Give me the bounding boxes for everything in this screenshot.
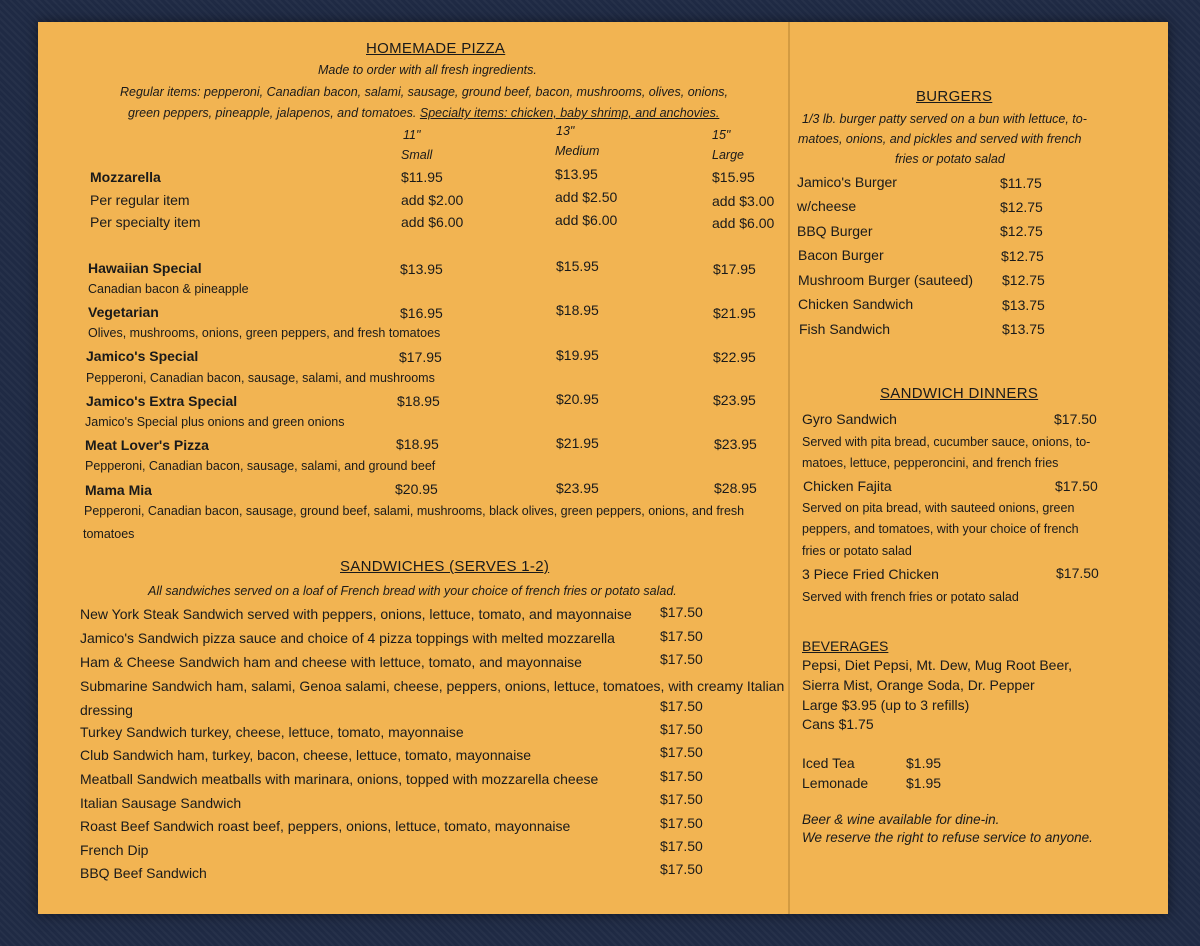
sandwich-price: $17.50 xyxy=(660,698,703,714)
sandwich-item: BBQ Beef Sandwich xyxy=(80,865,207,881)
pizza-subtitle: Made to order with all fresh ingredients. xyxy=(318,63,537,77)
pizza-base-price: add $6.00 xyxy=(555,212,618,228)
burger-name: Chicken Sandwich xyxy=(798,296,914,312)
burger-price: $11.75 xyxy=(1000,175,1042,191)
sandwich-item-cont: dressing xyxy=(80,702,133,718)
burgers-desc-2: matoes, onions, and pickles and served with french xyxy=(798,132,1082,146)
burger-name: w/cheese xyxy=(797,198,857,214)
sandwich-price: $17.50 xyxy=(660,815,703,831)
special-desc: Olives, mushrooms, onions, green peppers, and fresh tomatoes xyxy=(88,326,441,340)
special-desc-cont: tomatoes xyxy=(83,527,135,541)
sandwich-price: $17.50 xyxy=(660,721,703,737)
special-price: $18.95 xyxy=(556,302,599,318)
pizza-base-price: $11.95 xyxy=(401,169,443,185)
special-name: Hawaiian Special xyxy=(88,260,202,276)
beverages-line: Cans $1.75 xyxy=(802,716,874,732)
pizza-base-price: add $2.50 xyxy=(555,189,618,205)
pizza-regular-items-1: Regular items: pepperoni, Canadian bacon, salami, sausage, ground beef, bacon, mushrooms, olives, onions, xyxy=(120,85,728,99)
pizza-regular-items-2-text: green peppers, pineapple, jalapenos, and tomatoes. xyxy=(128,106,417,120)
dinner-name: Gyro Sandwich xyxy=(802,411,897,427)
sandwich-price: $17.50 xyxy=(660,604,703,620)
beverages-line: Large $3.95 (up to 3 refills) xyxy=(802,697,970,713)
dinner-desc: Served with pita bread, cucumber sauce, onions, to- xyxy=(802,435,1091,449)
special-desc: Canadian bacon & pineapple xyxy=(88,282,249,296)
size-small-inch: 11" xyxy=(403,128,421,142)
special-name: Jamico's Extra Special xyxy=(86,393,238,409)
special-price: $23.95 xyxy=(714,436,757,452)
special-price: $15.95 xyxy=(556,258,599,274)
burger-price: $13.75 xyxy=(1002,321,1045,337)
special-price: $13.95 xyxy=(400,261,443,277)
dinner-desc: fries or potato salad xyxy=(802,544,912,558)
special-price: $20.95 xyxy=(556,391,599,407)
beverage-price: $1.95 xyxy=(906,755,942,771)
sandwich-price: $17.50 xyxy=(660,791,703,807)
size-large-inch: 15" xyxy=(712,128,731,142)
special-desc: Pepperoni, Canadian bacon, sausage, ground beef, salami, mushrooms, black olives, green peppers, onions, and fresh xyxy=(84,504,745,518)
pizza-base-name: Per regular item xyxy=(90,192,190,208)
dinner-price: $17.50 xyxy=(1055,478,1098,494)
pizza-base-price: add $3.00 xyxy=(712,193,775,209)
sandwich-item: Club Sandwich ham, turkey, bacon, cheese, lettuce, tomato, mayonnaise xyxy=(80,747,532,763)
pizza-title: HOMEMADE PIZZA xyxy=(366,40,506,57)
beverages-line: Pepsi, Diet Pepsi, Mt. Dew, Mug Root Beer, xyxy=(802,657,1073,673)
special-price: $17.95 xyxy=(713,261,756,277)
pizza-base-price: $13.95 xyxy=(555,166,598,182)
special-name: Mama Mia xyxy=(85,482,152,498)
special-price: $21.95 xyxy=(713,305,756,321)
beverage-name: Lemonade xyxy=(802,775,869,791)
special-price: $23.95 xyxy=(713,392,756,408)
sandwich-item: Meatball Sandwich meatballs with marinara, onions, topped with mozzarella cheese xyxy=(80,771,599,787)
sandwich-price: $17.50 xyxy=(660,838,703,854)
sandwich-item: Submarine Sandwich ham, salami, Genoa salami, cheese, peppers, onions, lettuce, tomatoes, with creamy Italian xyxy=(80,678,785,694)
size-large-name: Large xyxy=(712,148,744,162)
beverage-name: Iced Tea xyxy=(802,755,855,771)
burger-price: $13.75 xyxy=(1002,297,1045,313)
special-desc: Pepperoni, Canadian bacon, sausage, salami, and ground beef xyxy=(85,459,436,473)
pizza-base-price: $15.95 xyxy=(712,169,755,185)
special-price: $19.95 xyxy=(556,347,599,363)
burger-name: Fish Sandwich xyxy=(799,321,891,337)
pizza-base-name: Per specialty item xyxy=(90,214,201,230)
size-medium-name: Medium xyxy=(555,144,600,158)
pizza-base-price: add $2.00 xyxy=(401,192,464,208)
special-price: $22.95 xyxy=(713,349,756,365)
pizza-base-price: add $6.00 xyxy=(712,215,775,231)
burger-name: Bacon Burger xyxy=(798,247,884,263)
sandwich-item: French Dip xyxy=(80,842,149,858)
paper-fold xyxy=(788,22,790,914)
burger-price: $12.75 xyxy=(1000,223,1043,239)
dinner-price: $17.50 xyxy=(1054,411,1097,427)
special-price: $18.95 xyxy=(397,393,440,409)
beer-wine-note: Beer & wine available for dine-in. xyxy=(802,812,1000,827)
special-price: $18.95 xyxy=(396,436,439,452)
burger-price: $12.75 xyxy=(1000,199,1043,215)
pizza-base-name: Mozzarella xyxy=(90,169,161,185)
sandwich-item: Turkey Sandwich turkey, cheese, lettuce, tomato, mayonnaise xyxy=(80,724,464,740)
dinner-price: $17.50 xyxy=(1056,565,1099,581)
sandwich-item: Italian Sausage Sandwich xyxy=(80,795,242,811)
sandwich-price: $17.50 xyxy=(660,768,703,784)
sandwich-item: Ham & Cheese Sandwich ham and cheese with lettuce, tomato, and mayonnaise xyxy=(80,654,582,670)
special-price: $21.95 xyxy=(556,435,599,451)
sandwich-price: $17.50 xyxy=(660,651,703,667)
sandwich-price: $17.50 xyxy=(660,744,703,760)
beverages-title: BEVERAGES xyxy=(802,638,889,654)
special-name: Vegetarian xyxy=(88,304,159,320)
size-medium-inch: 13" xyxy=(556,124,575,138)
special-price: $16.95 xyxy=(400,305,443,321)
burger-name: BBQ Burger xyxy=(797,223,873,239)
sandwich-item: New York Steak Sandwich served with peppers, onions, lettuce, tomato, and mayonnaise xyxy=(80,606,632,622)
special-name: Jamico's Special xyxy=(86,348,199,364)
burgers-title: BURGERS xyxy=(916,88,993,105)
special-price: $28.95 xyxy=(714,480,757,496)
special-price: $23.95 xyxy=(556,480,599,496)
beverage-price: $1.95 xyxy=(906,775,942,791)
burger-price: $12.75 xyxy=(1002,272,1045,288)
sandwich-item: Roast Beef Sandwich roast beef, peppers, onions, lettuce, tomato, mayonnaise xyxy=(80,818,571,834)
special-desc: Pepperoni, Canadian bacon, sausage, salami, and mushrooms xyxy=(86,371,435,385)
burger-price: $12.75 xyxy=(1001,248,1044,264)
pizza-base-price: add $6.00 xyxy=(401,214,464,230)
dinner-desc: Served with french fries or potato salad xyxy=(802,590,1019,604)
dinner-desc: peppers, and tomatoes, with your choice of french xyxy=(802,522,1079,536)
burger-name: Mushroom Burger (sauteed) xyxy=(798,272,974,288)
sandwiches-title: SANDWICHES (SERVES 1-2) xyxy=(340,558,550,575)
burgers-desc-3: fries or potato salad xyxy=(895,152,1005,166)
burger-name: Jamico's Burger xyxy=(797,174,897,190)
dinner-desc: matoes, lettuce, pepperoncini, and french fries xyxy=(802,456,1059,470)
special-desc: Jamico's Special plus onions and green onions xyxy=(85,415,345,429)
sandwich-price: $17.50 xyxy=(660,628,703,644)
beverages-line: Sierra Mist, Orange Soda, Dr. Pepper xyxy=(802,677,1035,693)
special-name: Meat Lover's Pizza xyxy=(85,437,209,453)
pizza-regular-items-2 xyxy=(128,106,719,120)
dinners-title: SANDWICH DINNERS xyxy=(880,385,1039,402)
dinner-desc: Served on pita bread, with sauteed onions, green xyxy=(802,501,1075,515)
special-price: $17.95 xyxy=(399,349,442,365)
refuse-service-note: We reserve the right to refuse service to anyone. xyxy=(802,830,1093,845)
sandwich-price: $17.50 xyxy=(660,861,703,877)
special-price: $20.95 xyxy=(395,481,438,497)
size-small-name: Small xyxy=(401,148,433,162)
dinner-name: 3 Piece Fried Chicken xyxy=(802,566,939,582)
dinner-name: Chicken Fajita xyxy=(803,478,892,494)
burgers-desc-1: 1/3 lb. burger patty served on a bun with lettuce, to- xyxy=(802,112,1087,126)
pizza-specialty-items: Specialty items: chicken, baby shrimp, and anchovies. xyxy=(419,106,720,120)
sandwiches-subtitle: All sandwiches served on a loaf of French bread with your choice of french fries or potato salad. xyxy=(148,584,677,598)
sandwich-item: Jamico's Sandwich pizza sauce and choice of 4 pizza toppings with melted mozzarella xyxy=(80,630,615,646)
